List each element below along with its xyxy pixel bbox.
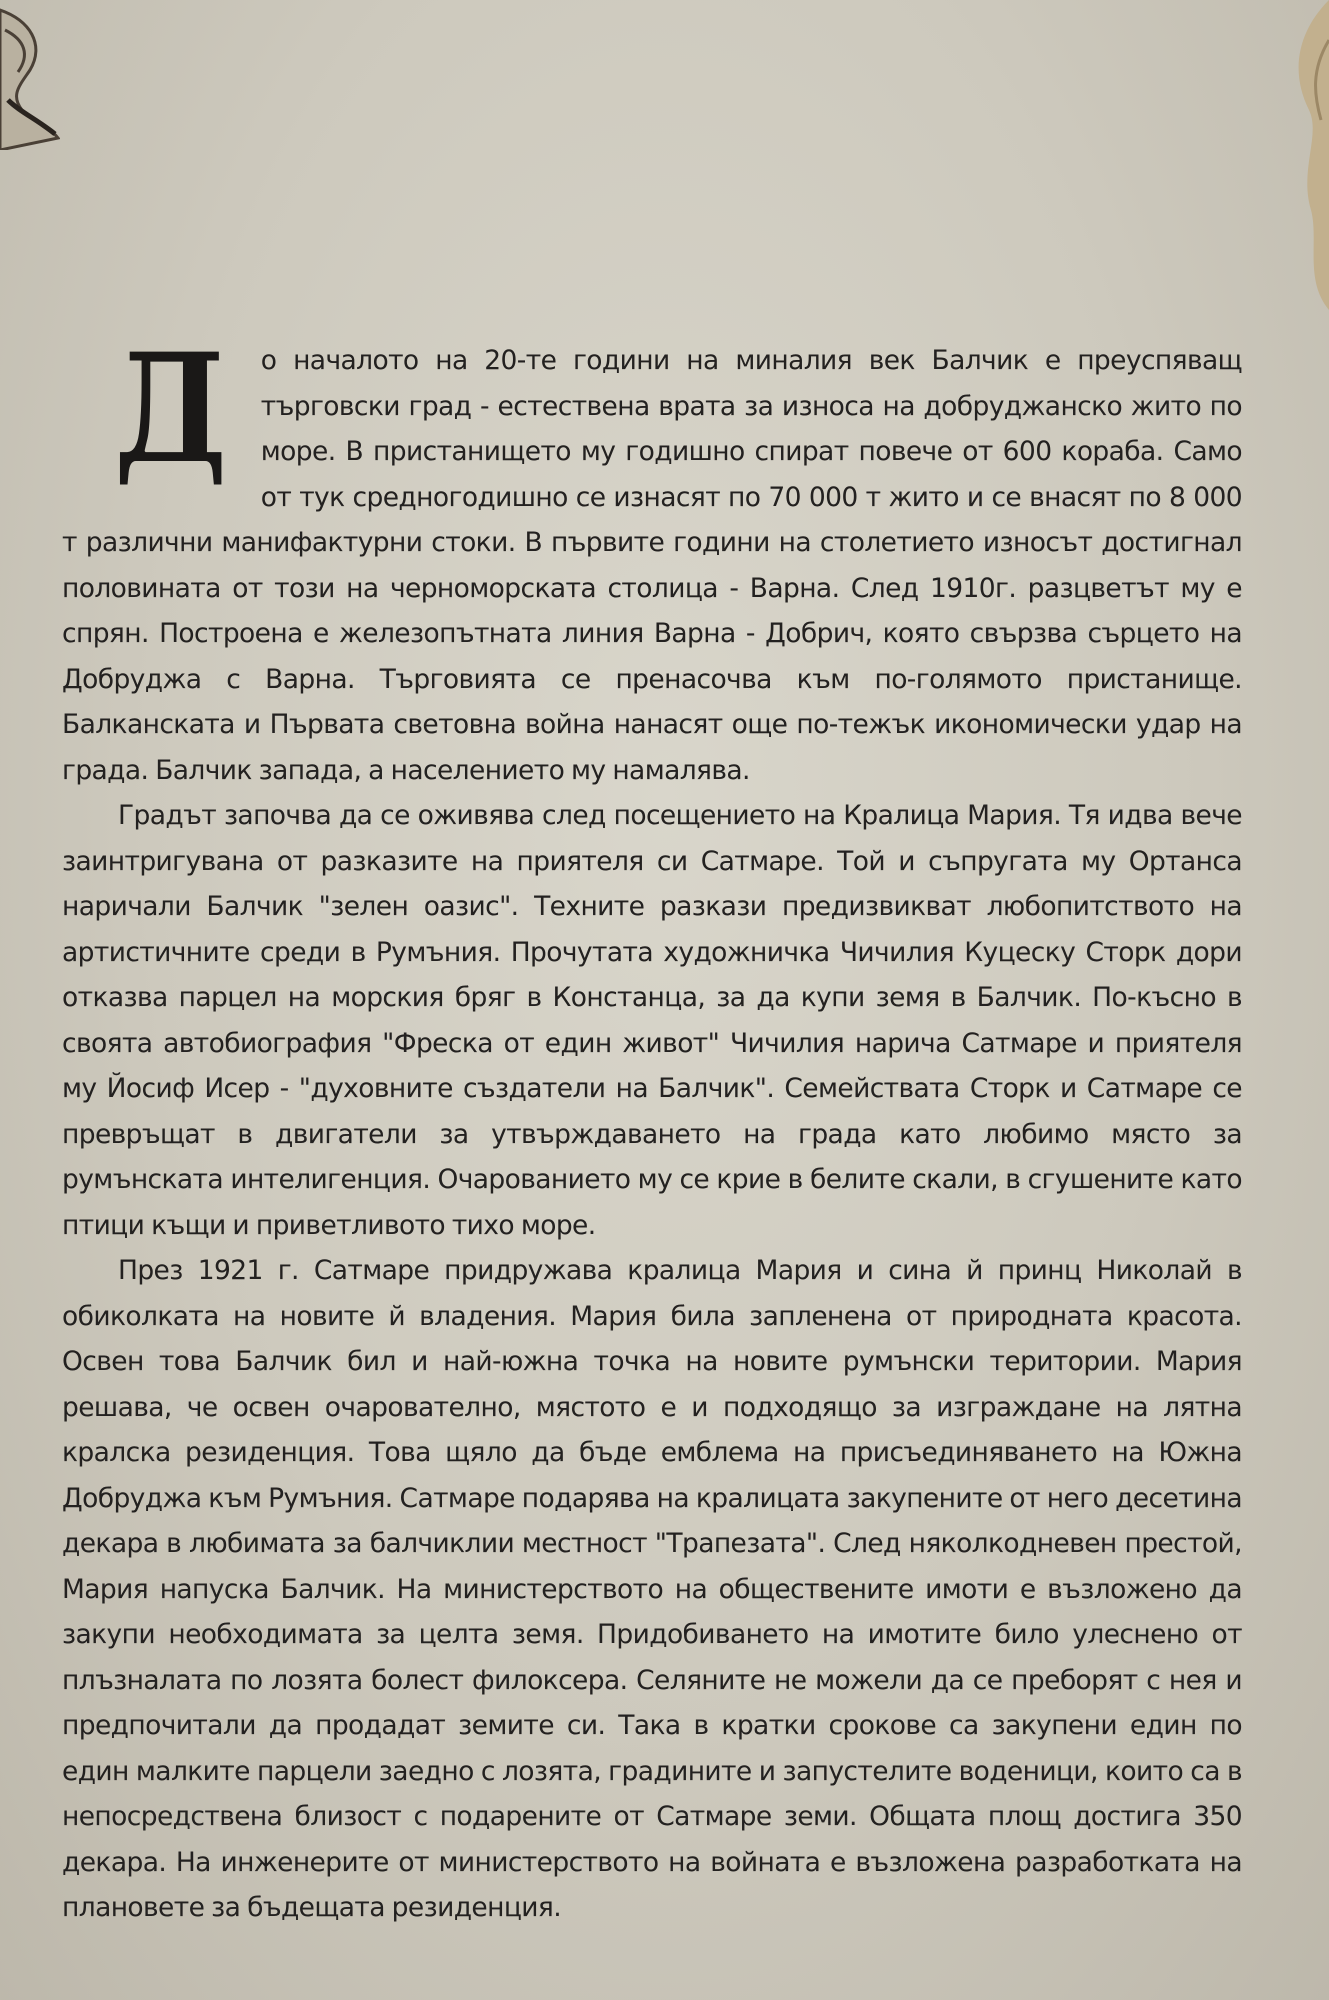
- paragraph-3: През 1921 г. Сатмаре придружава кралица Мария и сина й принц Николай в обиколката на новите й владения. Мария била запленена от природната красота. Освен това Балчик бил и най-южна точка на новите румънски територии. Мария решава, че освен очарователно, мястото е и подходящо за изграждане на лятна кралска резиденция. Това щяло да бъде емблема на присъединяването на Южна Добруджа към Румъния. Сатмаре подарява на кралицата закупените от него десетина декара в любимата за балчиклии местност "Трапезата". След няколкодневен престой, Мария напуска Балчик. На министерството на обществените имоти е възложено да закупи необходимата за целта земя. Придобиването на имотите било улеснено от плъзналата по лозята болест филоксера. Селяните не можели да се преборят с нея и предпочитали да продадат земите си. Така в кратки срокове са закупени един по един малките парцели заедно с лозята, градините и запустелите воденици, които са в непосредствена близост с подарените от Сатмаре земи. Общата площ достига 350 декара. На инженерите от министерството на войната е възложена разработката на плановете за бъдещата резиденция.: [62, 1255, 1242, 1923]
- article-text: [62, 321, 1242, 1931]
- decorative-ornament-left: [0, 0, 60, 150]
- paragraph-1: [62, 321, 1242, 793]
- paragraph-1-text: о началото на 20-те години на миналия век Балчик е преуспяващ търговски град - естествена врата за износа на добруджанско жито по море. В пристанището му годишно спират повече от 600 кораба. Само от тук средногодишно се изнасят по 70 000 т жито и се внасят по 8 000 т различни манифактурни стоки. В първите години на столетието износът достигнал половината от този на черноморската столица - Варна. След 1910г. разцветът му е спрян. Построена е железопътната линия Варна - Добрич, която свързва сърцето на Добруджа с Варна. Търговията се пренасочва към по-голямото пристанище. Балканската и Първата световна война нанасят още по-тежък икономически удар на града. Балчик запада, а населението му намалява.: [62, 345, 1242, 786]
- paragraph-2: Градът започва да се оживява след посещението на Кралица Мария. Тя идва вече заинтригувана от разказите на приятеля си Сатмаре. Той и съпругата му Ортанса наричали Балчик "зелен оазис". Техните разкази предизвикват любопитството на артистичните среди в Румъния. Прочутата художничка Чичилия Куцеску Сторк дори отказва парцел на морския бряг в Констанца, за да купи земя в Балчик. По-късно в своята автобиография "Фреска от един живот" Чичилия нарича Сатмаре и приятеля му Йосиф Исер - "духовните създатели на Балчик". Семействата Сторк и Сатмаре се превръщат в двигатели за утвърждаването на града като любимо място за румънската интелигенция. Очарованието му се крие в белите скали, в сгушените като птици къщи и приветливото тихо море.: [62, 800, 1242, 1241]
- decorative-ornament-right: [1259, 0, 1329, 320]
- drop-cap: Д: [114, 321, 227, 497]
